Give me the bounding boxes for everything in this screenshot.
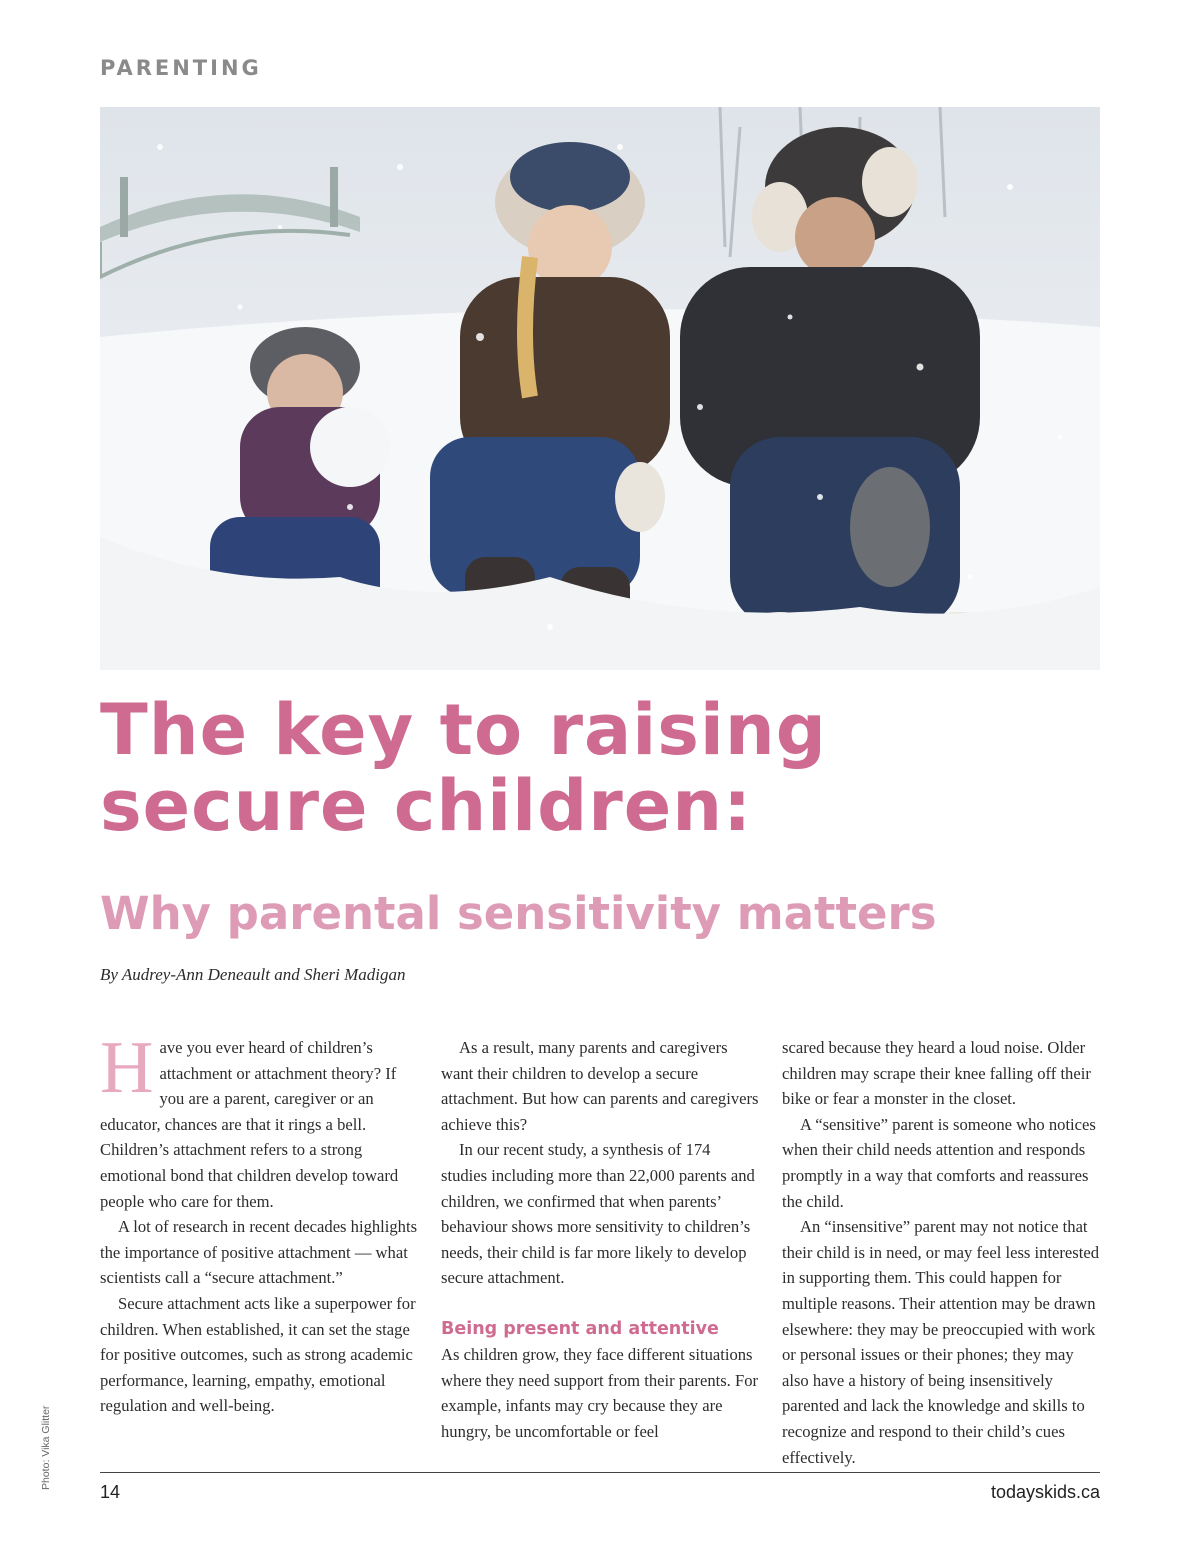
paragraph: An “insensitive” parent may not notice that their child is in need, or may feel less interested in supporting them. This could happen for multiple reasons. Their attention may be drawn elsewhere: they may be preoccupied with work or personal issues or their phones; they may also have a history of being insensitively parented and lack the knowledge and skills to recognize and respond to their child’s cues effectively. [782, 1217, 1100, 1467]
section-label: PARENTING [100, 56, 262, 80]
title-line-2: secure children: [100, 765, 753, 847]
paragraph: As a result, many parents and caregivers want their children to develop a secure attachment. But how can parents and caregivers achieve this? [441, 1038, 759, 1134]
paragraph: A “sensitive” parent is someone who notices when their child needs attention and responds promptly in a way that comforts and reassures the child. [782, 1114, 1096, 1211]
paragraph: Secure attachment acts like a superpower for children. When established, it can set the stage for positive outcomes, such as strong academic performance, learning, empathy, emotional regulation and well-being. [100, 1293, 416, 1416]
article-column-1 [100, 1027, 418, 1419]
paragraph: scared because they heard a loud noise. Older children may scrape their knee falling off their bike or fear a monster in the closet. [782, 1038, 1091, 1109]
title-line-1: The key to raising [100, 689, 827, 771]
byline: By Audrey-Ann Deneault and Sheri Madigan [100, 965, 406, 984]
article-column-3 [782, 1035, 1100, 1470]
article-subtitle: Why parental sensitivity matters [100, 887, 937, 940]
winter-family-photo-icon [100, 107, 1100, 670]
paragraph: In our recent study, a synthesis of 174 studies including more than 22,000 parents and children, we confirmed that when parents’ behaviour shows more sensitivity to children’s needs, their child is far more likely to develop secure attachment. [441, 1140, 755, 1288]
page-number: 14 [100, 1482, 121, 1502]
section-subheading: Being present and attentive [441, 1318, 719, 1339]
website-link[interactable]: todayskids.ca [990, 1482, 1100, 1502]
paragraph-text: ave you ever heard of children’s attachment or attachment theory? If you are a parent, caregiver or an educator, chances are that it rings a bell. Children’s attachment refers to a strong emotional bond that children develop toward people who care for them. [100, 1038, 399, 1211]
paragraph: A lot of research in recent decades highlights the importance of positive attachment — what scientists call a “secure attachment.” [100, 1217, 418, 1288]
drop-cap: H [100, 1027, 154, 1109]
paragraph [100, 1027, 418, 1214]
article-title [100, 689, 1100, 847]
paragraph: As children grow, they face different situations where they need support from their parents. For example, infants may cry because they are hungry, be uncomfortable or feel [441, 1344, 759, 1441]
article-column-2 [441, 1035, 759, 1444]
footer-divider [100, 1472, 1100, 1473]
hero-photo [100, 107, 1100, 670]
photo-credit: Photo: Vika Glitter [40, 1405, 52, 1490]
